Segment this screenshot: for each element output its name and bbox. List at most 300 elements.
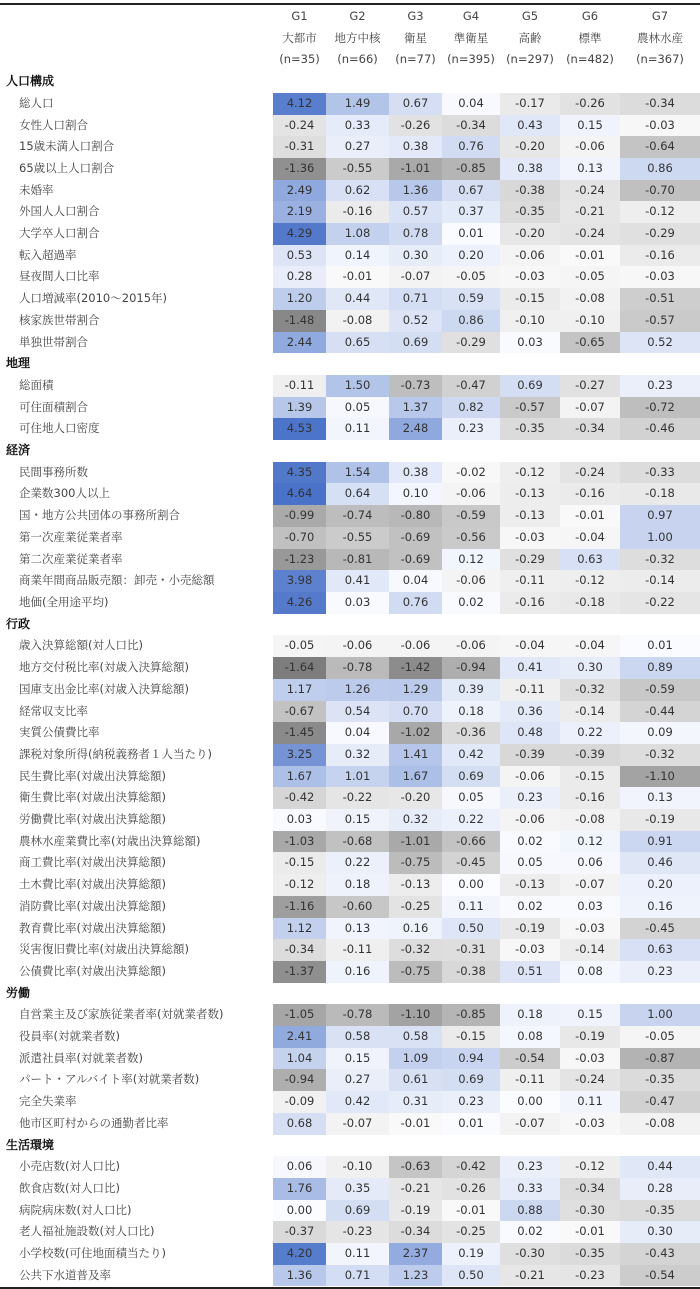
value-cell: -0.23 bbox=[326, 1221, 389, 1243]
value-cell: -0.02 bbox=[442, 462, 500, 484]
table-row bbox=[0, 549, 700, 571]
row-label: 地方交付税比率(対歳入決算総額) bbox=[19, 660, 189, 675]
value-cell: 0.50 bbox=[442, 1265, 500, 1287]
value-cell: -0.03 bbox=[560, 1113, 620, 1135]
table-row bbox=[0, 158, 700, 180]
table-row bbox=[0, 375, 700, 397]
value-cell: -0.11 bbox=[273, 375, 326, 397]
value-cell: -0.04 bbox=[560, 527, 620, 549]
row-label: 農林水産業費比率(対歳出決算総額) bbox=[19, 833, 201, 848]
value-cell: -0.54 bbox=[620, 1265, 700, 1287]
value-cell: 0.23 bbox=[442, 418, 500, 440]
table-row bbox=[0, 787, 700, 809]
value-cell: 0.63 bbox=[560, 549, 620, 571]
value-cell: -0.15 bbox=[500, 288, 560, 310]
col-n: (n=66) bbox=[337, 52, 378, 67]
value-cell: -0.29 bbox=[620, 223, 700, 245]
row-label: 国庫支出金比率(対歳入決算総額) bbox=[19, 681, 189, 696]
value-cell: 0.32 bbox=[326, 744, 389, 766]
value-cell: 1.67 bbox=[389, 766, 442, 788]
col-n: (n=367) bbox=[636, 52, 684, 67]
row-label: 可住面積割合 bbox=[19, 399, 88, 414]
section-header-row bbox=[0, 353, 700, 375]
row-label: 経常収支比率 bbox=[19, 703, 88, 718]
value-cell: -0.67 bbox=[273, 701, 326, 723]
value-cell: -0.25 bbox=[442, 1221, 500, 1243]
value-cell: 0.11 bbox=[442, 896, 500, 918]
row-label: 総人口 bbox=[19, 95, 54, 110]
value-cell: -0.06 bbox=[326, 635, 389, 657]
value-cell: -1.36 bbox=[273, 158, 326, 180]
section-title: 生活環境 bbox=[6, 1137, 55, 1152]
value-cell: -0.22 bbox=[326, 787, 389, 809]
row-label: 単独世帯割合 bbox=[19, 334, 88, 349]
value-cell: 0.23 bbox=[620, 375, 700, 397]
value-cell: 0.64 bbox=[326, 483, 389, 505]
value-cell: 0.69 bbox=[442, 766, 500, 788]
value-cell: 0.41 bbox=[500, 657, 560, 679]
value-cell: -0.16 bbox=[500, 592, 560, 614]
header-blank bbox=[0, 28, 273, 50]
table-body bbox=[0, 71, 700, 1286]
value-cell: -0.39 bbox=[500, 744, 560, 766]
value-cell: -0.09 bbox=[273, 1091, 326, 1113]
value-cell: 0.71 bbox=[389, 288, 442, 310]
value-cell: -0.24 bbox=[560, 180, 620, 202]
value-cell: 0.88 bbox=[500, 1200, 560, 1222]
value-cell: -0.38 bbox=[442, 961, 500, 983]
value-cell: 0.14 bbox=[326, 245, 389, 267]
value-cell: 0.10 bbox=[389, 483, 442, 505]
value-cell: -0.36 bbox=[442, 722, 500, 744]
value-cell: -0.85 bbox=[442, 158, 500, 180]
value-cell: 0.02 bbox=[500, 831, 560, 853]
row-label: 企業数300人以上 bbox=[19, 486, 110, 501]
value-cell: 0.51 bbox=[500, 961, 560, 983]
value-cell: 0.05 bbox=[442, 787, 500, 809]
table-row bbox=[0, 1091, 700, 1113]
table-row bbox=[0, 961, 700, 983]
value-cell: 1.00 bbox=[620, 1004, 700, 1026]
value-cell: 0.13 bbox=[560, 158, 620, 180]
value-cell: -0.34 bbox=[560, 418, 620, 440]
value-cell: 0.50 bbox=[442, 918, 500, 940]
value-cell: 0.69 bbox=[326, 1200, 389, 1222]
value-cell: -0.07 bbox=[326, 1113, 389, 1135]
value-cell: -1.10 bbox=[620, 766, 700, 788]
value-cell: 0.38 bbox=[389, 136, 442, 158]
row-label: 小売店数(対人口比) bbox=[19, 1159, 120, 1174]
value-cell: -0.35 bbox=[620, 1200, 700, 1222]
value-cell: -0.42 bbox=[273, 787, 326, 809]
value-cell: 0.71 bbox=[326, 1265, 389, 1287]
value-cell: -0.11 bbox=[500, 679, 560, 701]
row-label: 派遣社員率(対就業者数) bbox=[19, 1050, 143, 1065]
value-cell: 0.03 bbox=[560, 896, 620, 918]
value-cell: -0.01 bbox=[442, 1200, 500, 1222]
col-n: (n=395) bbox=[447, 52, 495, 67]
value-cell: 0.16 bbox=[326, 961, 389, 983]
value-cell: 4.12 bbox=[273, 93, 326, 115]
value-cell: -0.05 bbox=[273, 635, 326, 657]
col-code: G4 bbox=[462, 9, 480, 23]
row-label: 商業年間商品販売額：卸売・小売総額 bbox=[19, 573, 215, 588]
value-cell: 0.30 bbox=[620, 1221, 700, 1243]
row-label: 第一次産業従業者率 bbox=[19, 529, 123, 544]
value-cell: 0.02 bbox=[500, 896, 560, 918]
value-cell: 0.18 bbox=[500, 1004, 560, 1026]
value-cell: 0.13 bbox=[326, 918, 389, 940]
table-row bbox=[0, 701, 700, 723]
value-cell: -1.23 bbox=[273, 549, 326, 571]
value-cell: 1.41 bbox=[389, 744, 442, 766]
value-cell: -0.18 bbox=[620, 483, 700, 505]
value-cell: 0.36 bbox=[500, 701, 560, 723]
value-cell: 0.67 bbox=[442, 180, 500, 202]
value-cell: -0.07 bbox=[560, 397, 620, 419]
value-cell: 0.16 bbox=[620, 896, 700, 918]
value-cell: 0.65 bbox=[326, 332, 389, 354]
value-cell: -0.01 bbox=[560, 505, 620, 527]
value-cell: -0.08 bbox=[560, 288, 620, 310]
col-name: 準衛星 bbox=[453, 30, 489, 45]
value-cell: -0.20 bbox=[500, 136, 560, 158]
value-cell: 0.22 bbox=[326, 852, 389, 874]
value-cell: 0.53 bbox=[273, 245, 326, 267]
value-cell: -0.34 bbox=[442, 115, 500, 137]
value-cell: 1.00 bbox=[620, 527, 700, 549]
header-blank bbox=[0, 6, 273, 28]
value-cell: 0.01 bbox=[620, 635, 700, 657]
table-row bbox=[0, 1048, 700, 1070]
value-cell: -0.29 bbox=[442, 332, 500, 354]
section-title: 経済 bbox=[6, 443, 31, 458]
value-cell: 0.41 bbox=[326, 570, 389, 592]
col-name: 大都市 bbox=[282, 30, 317, 45]
row-label: 昼夜間人口比率 bbox=[19, 269, 100, 284]
value-cell: 0.00 bbox=[500, 1091, 560, 1113]
table-row bbox=[0, 1113, 700, 1135]
row-label: 転入超過率 bbox=[19, 247, 77, 262]
table-row bbox=[0, 1004, 700, 1026]
value-cell: 0.30 bbox=[389, 245, 442, 267]
table-row bbox=[0, 288, 700, 310]
table-row bbox=[0, 679, 700, 701]
value-cell: 0.04 bbox=[326, 722, 389, 744]
value-cell: -0.70 bbox=[620, 180, 700, 202]
value-cell: -0.43 bbox=[620, 1243, 700, 1265]
value-cell: -0.35 bbox=[500, 418, 560, 440]
row-label: 外国人人口割合 bbox=[19, 204, 100, 219]
value-cell: -0.04 bbox=[560, 635, 620, 657]
value-cell: -0.06 bbox=[500, 245, 560, 267]
value-cell: -0.32 bbox=[560, 679, 620, 701]
row-label: 消防費比率(対歳出決算総額) bbox=[19, 898, 166, 913]
value-cell: 0.20 bbox=[442, 245, 500, 267]
value-cell: 0.22 bbox=[442, 809, 500, 831]
value-cell: -0.03 bbox=[560, 1048, 620, 1070]
value-cell: -1.03 bbox=[273, 831, 326, 853]
value-cell: 0.33 bbox=[500, 1178, 560, 1200]
row-label: 教育費比率(対歳出決算総額) bbox=[19, 920, 166, 935]
table-row bbox=[0, 397, 700, 419]
value-cell: 0.59 bbox=[442, 288, 500, 310]
row-label: 大学卒人口割合 bbox=[19, 226, 100, 241]
value-cell: 0.05 bbox=[500, 852, 560, 874]
value-cell: 0.02 bbox=[442, 592, 500, 614]
value-cell: -0.03 bbox=[500, 527, 560, 549]
row-label: 他市区町村からの通勤者比率 bbox=[19, 1115, 169, 1130]
col-name: 標準 bbox=[578, 30, 602, 45]
value-cell: -0.60 bbox=[326, 896, 389, 918]
value-cell: 0.06 bbox=[560, 852, 620, 874]
value-cell: -0.31 bbox=[273, 136, 326, 158]
value-cell: -0.55 bbox=[326, 158, 389, 180]
value-cell: 0.76 bbox=[442, 136, 500, 158]
value-cell: -1.37 bbox=[273, 961, 326, 983]
value-cell: 0.08 bbox=[560, 961, 620, 983]
value-cell: 0.37 bbox=[442, 201, 500, 223]
value-cell: -0.16 bbox=[560, 787, 620, 809]
value-cell: 0.82 bbox=[442, 397, 500, 419]
value-cell: -0.34 bbox=[620, 93, 700, 115]
value-cell: -0.01 bbox=[560, 245, 620, 267]
value-cell: -0.45 bbox=[620, 918, 700, 940]
table-row bbox=[0, 766, 700, 788]
value-cell: 1.37 bbox=[389, 397, 442, 419]
value-cell: -0.72 bbox=[620, 397, 700, 419]
section-header-row bbox=[0, 614, 700, 636]
value-cell: 0.61 bbox=[389, 1069, 442, 1091]
value-cell: -0.14 bbox=[560, 701, 620, 723]
value-cell: -0.94 bbox=[442, 657, 500, 679]
value-cell: -0.69 bbox=[389, 527, 442, 549]
value-cell: 0.12 bbox=[442, 549, 500, 571]
value-cell: -0.47 bbox=[442, 375, 500, 397]
row-label: 可住地人口密度 bbox=[19, 421, 100, 436]
value-cell: 1.50 bbox=[326, 375, 389, 397]
col-code: G7 bbox=[651, 9, 669, 23]
value-cell: -0.44 bbox=[620, 701, 700, 723]
value-cell: 0.23 bbox=[500, 1156, 560, 1178]
row-label: 商工費比率(対歳出決算総額) bbox=[19, 855, 166, 870]
value-cell: -0.12 bbox=[500, 462, 560, 484]
value-cell: -0.55 bbox=[326, 527, 389, 549]
value-cell: 1.76 bbox=[273, 1178, 326, 1200]
value-cell: 1.08 bbox=[326, 223, 389, 245]
table-row bbox=[0, 201, 700, 223]
value-cell: -0.69 bbox=[389, 549, 442, 571]
header-row-n bbox=[0, 49, 700, 71]
value-cell: -0.13 bbox=[389, 874, 442, 896]
value-cell: -0.14 bbox=[560, 939, 620, 961]
value-cell: -0.34 bbox=[273, 939, 326, 961]
value-cell: 0.58 bbox=[389, 1026, 442, 1048]
value-cell: -0.07 bbox=[560, 874, 620, 896]
value-cell: 0.35 bbox=[326, 1178, 389, 1200]
value-cell: -0.24 bbox=[560, 1069, 620, 1091]
value-cell: -0.26 bbox=[389, 115, 442, 137]
value-cell: -0.19 bbox=[560, 1026, 620, 1048]
value-cell: 3.98 bbox=[273, 570, 326, 592]
value-cell: 0.39 bbox=[442, 679, 500, 701]
value-cell: 0.52 bbox=[389, 310, 442, 332]
value-cell: 0.44 bbox=[620, 1156, 700, 1178]
value-cell: 0.91 bbox=[620, 831, 700, 853]
value-cell: 0.76 bbox=[389, 592, 442, 614]
value-cell: -0.10 bbox=[326, 1156, 389, 1178]
table-row bbox=[0, 722, 700, 744]
value-cell: -0.05 bbox=[560, 266, 620, 288]
value-cell: -0.10 bbox=[500, 310, 560, 332]
row-label: 未婚率 bbox=[19, 182, 54, 197]
value-cell: 0.15 bbox=[560, 115, 620, 137]
value-cell: -0.12 bbox=[273, 874, 326, 896]
value-cell: 0.22 bbox=[560, 722, 620, 744]
value-cell: -0.15 bbox=[560, 766, 620, 788]
value-cell: 0.69 bbox=[500, 375, 560, 397]
value-cell: 1.17 bbox=[273, 679, 326, 701]
value-cell: -0.34 bbox=[389, 1221, 442, 1243]
row-label: 公共下水道普及率 bbox=[19, 1267, 111, 1282]
value-cell: -0.19 bbox=[389, 1200, 442, 1222]
value-cell: -0.47 bbox=[620, 1091, 700, 1113]
value-cell: -0.10 bbox=[560, 310, 620, 332]
value-cell: 1.26 bbox=[326, 679, 389, 701]
value-cell: -0.12 bbox=[620, 201, 700, 223]
value-cell: -0.35 bbox=[500, 201, 560, 223]
value-cell: 0.48 bbox=[500, 722, 560, 744]
value-cell: 0.57 bbox=[389, 201, 442, 223]
table-row bbox=[0, 1069, 700, 1091]
table-row bbox=[0, 245, 700, 267]
value-cell: -0.06 bbox=[389, 635, 442, 657]
value-cell: -0.85 bbox=[442, 1004, 500, 1026]
table-row bbox=[0, 418, 700, 440]
row-label: 総面積 bbox=[19, 377, 54, 392]
row-label: 飲食店数(対人口比) bbox=[19, 1180, 120, 1195]
value-cell: 0.58 bbox=[326, 1026, 389, 1048]
value-cell: 1.04 bbox=[273, 1048, 326, 1070]
row-label: 人口増減率(2010～2015年) bbox=[19, 291, 168, 306]
table-row bbox=[0, 831, 700, 853]
table-row bbox=[0, 136, 700, 158]
col-name: 高齢 bbox=[518, 30, 542, 45]
value-cell: -0.73 bbox=[389, 375, 442, 397]
value-cell: -0.20 bbox=[389, 787, 442, 809]
value-cell: -0.99 bbox=[273, 505, 326, 527]
value-cell: -0.03 bbox=[620, 115, 700, 137]
value-cell: -0.11 bbox=[500, 570, 560, 592]
value-cell: -0.30 bbox=[500, 1243, 560, 1265]
table-row bbox=[0, 874, 700, 896]
header-row-code bbox=[0, 6, 700, 28]
value-cell: -0.21 bbox=[560, 201, 620, 223]
value-cell: 2.19 bbox=[273, 201, 326, 223]
value-cell: 0.18 bbox=[326, 874, 389, 896]
value-cell: -0.51 bbox=[620, 288, 700, 310]
value-cell: -0.21 bbox=[500, 1265, 560, 1287]
table-row bbox=[0, 266, 700, 288]
col-name: 衛星 bbox=[404, 30, 427, 45]
value-cell: 0.32 bbox=[389, 809, 442, 831]
value-cell: 0.13 bbox=[620, 787, 700, 809]
value-cell: -0.31 bbox=[442, 939, 500, 961]
row-label: 国・地方公共団体の事務所割合 bbox=[19, 508, 180, 523]
value-cell: 0.11 bbox=[560, 1091, 620, 1113]
value-cell: -0.32 bbox=[389, 939, 442, 961]
value-cell: 0.42 bbox=[326, 1091, 389, 1113]
value-cell: -0.12 bbox=[560, 1156, 620, 1178]
value-cell: 4.26 bbox=[273, 592, 326, 614]
value-cell: -0.05 bbox=[442, 266, 500, 288]
row-label: パート・アルバイト率(対就業者数) bbox=[19, 1072, 200, 1087]
value-cell: -0.30 bbox=[560, 1200, 620, 1222]
value-cell: -0.45 bbox=[442, 852, 500, 874]
row-label: 課税対象所得(納税義務者１人当たり) bbox=[19, 746, 212, 761]
value-cell: -0.03 bbox=[620, 266, 700, 288]
value-cell: 0.31 bbox=[389, 1091, 442, 1113]
value-cell: -0.65 bbox=[560, 332, 620, 354]
row-label: 実質公債費比率 bbox=[19, 725, 100, 740]
value-cell: 0.23 bbox=[620, 961, 700, 983]
table-row bbox=[0, 657, 700, 679]
section-title: 地理 bbox=[6, 356, 31, 371]
table-row bbox=[0, 462, 700, 484]
table-row bbox=[0, 180, 700, 202]
value-cell: 0.16 bbox=[389, 918, 442, 940]
value-cell: 0.15 bbox=[560, 1004, 620, 1026]
value-cell: 2.37 bbox=[389, 1243, 442, 1265]
table-row bbox=[0, 483, 700, 505]
value-cell: 0.68 bbox=[273, 1113, 326, 1135]
value-cell: 0.18 bbox=[442, 701, 500, 723]
table-row bbox=[0, 1178, 700, 1200]
col-n: (n=77) bbox=[395, 52, 436, 67]
table-row bbox=[0, 1265, 700, 1287]
value-cell: -0.13 bbox=[500, 505, 560, 527]
value-cell: -0.59 bbox=[620, 679, 700, 701]
value-cell: 1.29 bbox=[389, 679, 442, 701]
section-header-row bbox=[0, 1135, 700, 1157]
value-cell: 0.20 bbox=[620, 874, 700, 896]
row-label: 土木費比率(対歳出決算総額) bbox=[19, 877, 166, 892]
value-cell: -0.06 bbox=[442, 635, 500, 657]
table-row bbox=[0, 332, 700, 354]
value-cell: 0.12 bbox=[560, 831, 620, 853]
value-cell: 0.04 bbox=[389, 570, 442, 592]
value-cell: -0.35 bbox=[560, 1243, 620, 1265]
value-cell: 0.11 bbox=[326, 1243, 389, 1265]
value-cell: -0.70 bbox=[273, 527, 326, 549]
value-cell: 2.44 bbox=[273, 332, 326, 354]
value-cell: 1.23 bbox=[389, 1265, 442, 1287]
value-cell: -0.06 bbox=[442, 570, 500, 592]
section-title: 労働 bbox=[6, 985, 31, 1000]
value-cell: -0.08 bbox=[620, 1113, 700, 1135]
value-cell: -0.32 bbox=[620, 744, 700, 766]
table-row bbox=[0, 1026, 700, 1048]
value-cell: -0.04 bbox=[500, 635, 560, 657]
value-cell: 0.15 bbox=[326, 809, 389, 831]
col-name: 農林水産 bbox=[637, 30, 683, 45]
value-cell: -0.25 bbox=[389, 896, 442, 918]
value-cell: 0.01 bbox=[442, 1113, 500, 1135]
value-cell: -0.26 bbox=[560, 93, 620, 115]
table-row bbox=[0, 223, 700, 245]
table-row bbox=[0, 310, 700, 332]
value-cell: -0.15 bbox=[273, 852, 326, 874]
